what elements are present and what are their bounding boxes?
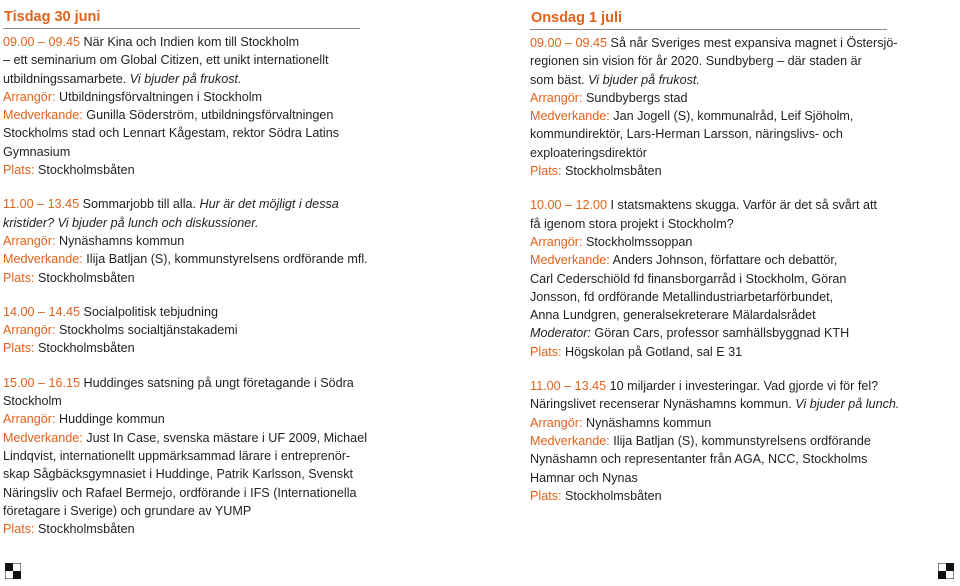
entry-line	[530, 71, 890, 89]
entry-text: Ilija Batljan (S), kommunstyrelsens ordförande	[609, 433, 871, 448]
entry-list	[3, 33, 368, 538]
entry-label: Plats:	[3, 163, 35, 178]
entry-label: Plats:	[530, 488, 562, 503]
entry-text: I statsmaktens skugga. Varför är det så svårt att	[607, 198, 877, 213]
entry-label: 15.00 – 16.15	[3, 375, 81, 390]
entry-text: kristider? Vi bjuder på lunch och diskussioner.	[3, 215, 259, 230]
column-tuesday	[3, 0, 368, 554]
entry-text: Just In Case, svenska mästare i UF 2009, Michael	[82, 430, 367, 445]
entry-line	[3, 374, 363, 392]
checkerboard-icon	[5, 563, 21, 579]
entry-line	[530, 107, 890, 125]
entry-text: Sundbybergs stad	[582, 90, 688, 105]
entry-text: Stockholmsbåten	[561, 164, 662, 179]
entry-line	[3, 124, 363, 142]
entry-text: Stockholmsbåten	[561, 488, 662, 503]
entry-text: Jan Jogell (S), kommunalråd, Leif Sjöholm,	[609, 109, 854, 124]
entry-text: Så når Sveriges mest expansiva magnet i Östersjö-	[607, 36, 898, 50]
entry-label: 09.00 – 09.45	[530, 36, 608, 50]
entry-text: utbildningssamarbete.	[3, 71, 130, 86]
entry-label: Medverkande:	[530, 109, 610, 124]
entry-list	[530, 34, 900, 505]
entry-text: skap Sågbäcksgymnasiet i Huddinge, Patrik Karlsson, Svenskt	[3, 467, 353, 482]
entry-text: Näringslivet recenserar Nynäshamns kommun.	[530, 397, 796, 412]
entry-line	[3, 88, 363, 106]
entry-label: Arrangör:	[3, 323, 56, 338]
entry-line	[3, 303, 363, 321]
entry-line	[3, 250, 368, 268]
entry-text: – ett seminarium om Global Citizen, ett unikt internationellt	[3, 53, 329, 68]
entry-line	[3, 339, 363, 357]
entry-text: Nynäshamns kommun	[582, 415, 712, 430]
entry-text: Stockholmsbåten	[34, 522, 135, 537]
entry-label: Plats:	[530, 164, 562, 179]
entry-line	[530, 343, 890, 361]
day-title: Tisdag 30 juni	[3, 0, 360, 29]
entry-label: Plats:	[3, 522, 35, 537]
entry-text: Hamnar och Nynas	[530, 470, 638, 485]
checkerboard-icon	[938, 563, 954, 579]
entry-line	[530, 125, 890, 143]
entry-label: Medverkande:	[530, 253, 610, 268]
entry-text: företagare i Sverige) och grundare av YUMP	[3, 503, 252, 518]
entry-label: Arrangör:	[530, 90, 583, 105]
entry-text: exploateringsdirektör	[530, 145, 647, 160]
entry-text: Carl Cederschiöld fd finansborgarråd i Stockholm, Göran	[530, 271, 847, 286]
entry-line	[530, 233, 890, 251]
entry-line	[3, 447, 363, 465]
entry-text: När Kina och Indien kom till Stockholm	[80, 35, 300, 49]
entry-line	[530, 469, 890, 487]
entry-label: 11.00 – 13.45	[530, 379, 607, 394]
entry-label: Arrangör:	[3, 89, 56, 104]
entry-text: Högskolan på Gotland, sal E 31	[561, 344, 743, 359]
entry-text: Stockholm	[3, 394, 62, 409]
entry-text: Nynäshamn och representanter från AGA, NCC, Stockholms	[530, 452, 868, 467]
entry-line	[3, 392, 363, 410]
entry-line	[3, 214, 363, 232]
entry-line	[3, 106, 363, 124]
entry-text: Stockholmsbåten	[34, 270, 135, 285]
program-entry	[530, 34, 898, 180]
entry-text: Anna Lundgren, generalsekreterare Mälardalsrådet	[530, 308, 816, 323]
entry-text: Stockholms stad och Lennart Kågestam, rektor Södra Latins	[3, 126, 340, 141]
entry-line	[3, 70, 363, 88]
entry-line	[530, 196, 890, 214]
entry-label: Medverkande:	[3, 430, 83, 445]
entry-label: Plats:	[530, 344, 562, 359]
entry-text: få igenom stora projekt i Stockholm?	[530, 216, 734, 231]
entry-line	[530, 324, 890, 342]
entry-label: Medverkande:	[3, 252, 83, 267]
entry-text: Utbildningsförvaltningen i Stockholm	[55, 89, 263, 104]
entry-line	[3, 502, 363, 520]
entry-text: som bäst.	[530, 72, 589, 87]
entry-line	[3, 520, 363, 538]
entry-label: Arrangör:	[3, 233, 56, 248]
entry-text: Lindqvist, internationellt uppmärksammad lärare i entreprenör-	[3, 448, 351, 463]
entry-line	[530, 162, 890, 180]
entry-line	[3, 33, 363, 51]
entry-text: Gymnasium	[3, 144, 71, 159]
day-title: Onsdag 1 juli	[530, 0, 887, 30]
entry-label: Medverkande:	[530, 433, 610, 448]
entry-line	[530, 377, 890, 395]
entry-line	[530, 450, 890, 468]
entry-label: Medverkande:	[3, 108, 83, 123]
entry-line	[3, 269, 363, 287]
entry-text: Stockholms socialtjänstakademi	[55, 323, 238, 338]
entry-label: Arrangör:	[530, 234, 583, 249]
entry-text: Vi bjuder på frukost.	[129, 71, 242, 86]
entry-text: Huddinge kommun	[55, 412, 165, 427]
program-entry	[3, 303, 363, 358]
entry-text: Vi bjuder på lunch.	[795, 397, 900, 412]
entry-label: Plats:	[3, 341, 35, 356]
entry-line	[3, 51, 363, 69]
entry-text: Vi bjuder på frukost.	[588, 72, 700, 87]
entry-label: 14.00 – 14.45	[3, 304, 81, 319]
entry-line	[3, 465, 363, 483]
entry-line	[530, 251, 890, 269]
entry-line	[3, 321, 363, 339]
entry-line	[530, 34, 898, 52]
entry-text: Socialpolitisk tebjudning	[80, 304, 218, 319]
entry-text: Gunilla Söderström, utbildningsförvaltningen	[82, 108, 334, 123]
entry-line	[530, 144, 890, 162]
entry-line	[3, 484, 363, 502]
entry-line	[3, 161, 363, 179]
entry-text: Anders Johnson, författare och debattör,	[609, 253, 838, 268]
entry-text: Stockholmsbåten	[34, 163, 135, 178]
entry-text: Moderator:	[530, 326, 591, 341]
entry-label: 11.00 – 13.45	[3, 197, 80, 212]
entry-line	[3, 195, 363, 213]
column-wednesday	[530, 0, 900, 521]
entry-line	[530, 414, 890, 432]
entry-label: Arrangör:	[530, 415, 583, 430]
program-entry	[530, 377, 900, 505]
entry-text: Stockholmsbåten	[34, 341, 135, 356]
program-entry	[530, 196, 890, 361]
entry-text: Göran Cars, professor samhällsbyggnad KTH	[590, 326, 850, 341]
entry-text: kommundirektör, Lars-Herman Larsson, näringslivs- och	[530, 127, 843, 142]
entry-text: Näringsliv och Rafael Bermejo, ordförande i IFS (Internationella	[3, 485, 357, 500]
entry-text: regionen sin vision för år 2020. Sundbyberg – där staden är	[530, 54, 862, 69]
program-entry	[3, 374, 367, 539]
entry-text: Sommarjobb till alla.	[79, 197, 200, 212]
entry-line	[530, 52, 890, 70]
program-entry	[3, 33, 363, 179]
program-entry	[3, 195, 368, 286]
entry-line	[530, 306, 890, 324]
entry-line	[530, 215, 890, 233]
entry-text: 10 miljarder i investeringar. Vad gjorde vi för fel?	[606, 379, 879, 394]
entry-text: Jonsson, fd ordförande Metallindustriarbetarförbundet,	[530, 289, 834, 304]
entry-line	[530, 395, 900, 413]
entry-line	[530, 487, 890, 505]
entry-line	[3, 410, 363, 428]
entry-line	[3, 232, 363, 250]
entry-line	[3, 429, 367, 447]
entry-text: Huddinges satsning på ungt företagande i Södra	[80, 375, 354, 390]
entry-text: Hur är det möjligt i dessa	[199, 197, 339, 212]
entry-label: 09.00 – 09.45	[3, 35, 81, 49]
entry-text: Nynäshamns kommun	[55, 233, 185, 248]
entry-line	[530, 270, 890, 288]
entry-label: Plats:	[3, 270, 35, 285]
entry-line	[530, 432, 890, 450]
entry-line	[530, 288, 890, 306]
entry-label: 10.00 – 12.00	[530, 198, 608, 213]
entry-label: Arrangör:	[3, 412, 56, 427]
entry-line	[530, 89, 890, 107]
entry-text: Stockholmssoppan	[582, 234, 693, 249]
entry-text: Ilija Batljan (S), kommunstyrelsens ordförande mfl.	[82, 252, 368, 267]
entry-line	[3, 143, 363, 161]
